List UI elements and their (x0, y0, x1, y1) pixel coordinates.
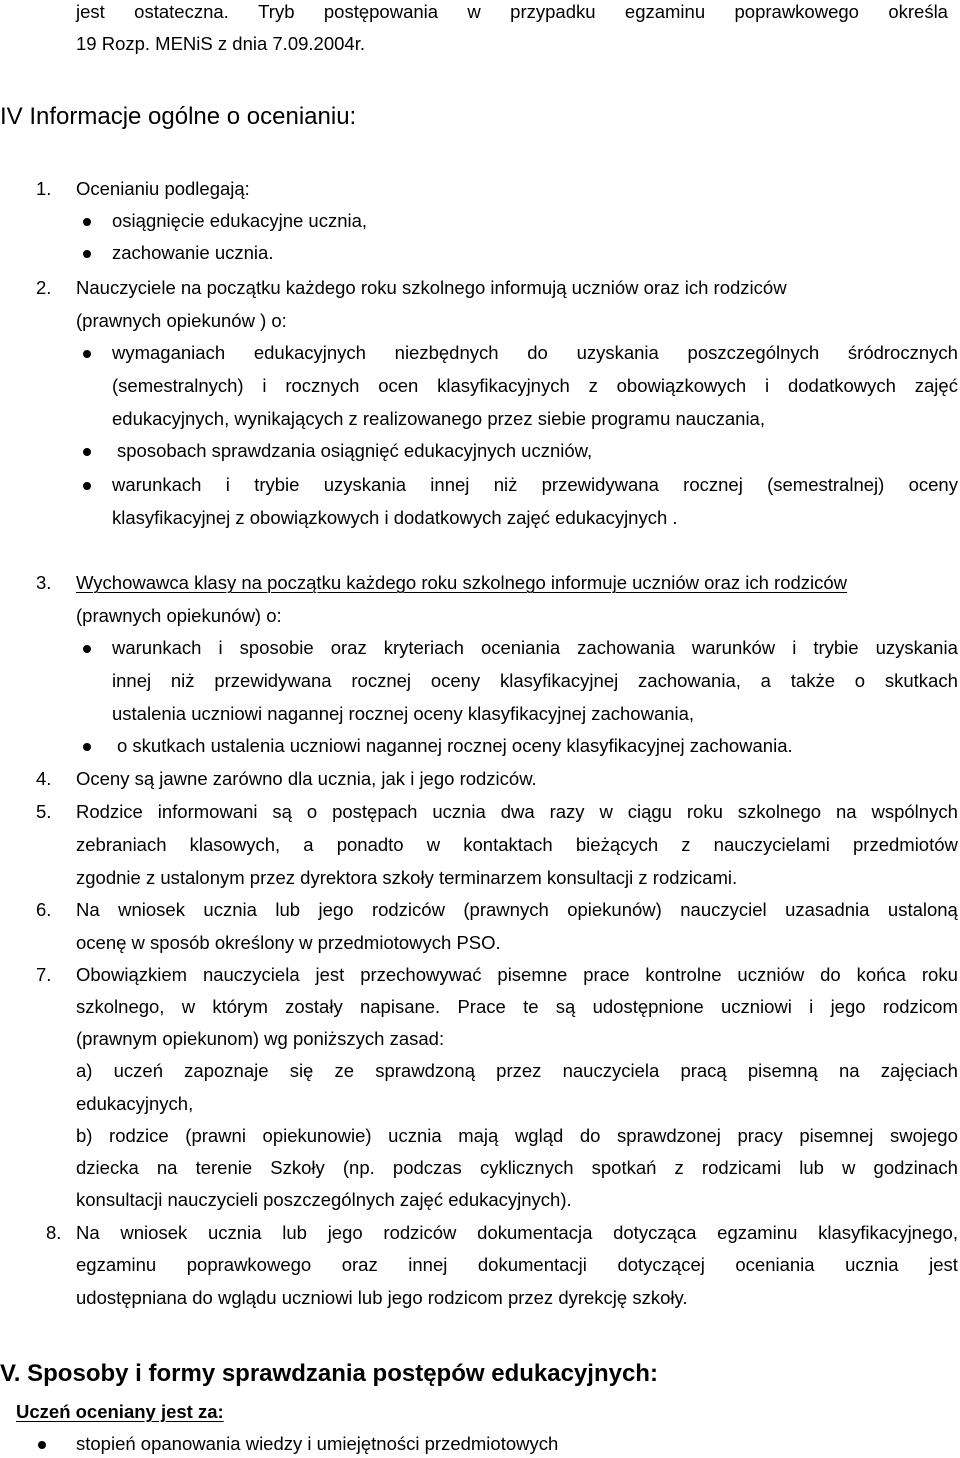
list-item-text: egzaminu poprawkowego oraz innej dokumentacji dotyczącej oceniania ucznia jest (76, 1254, 958, 1275)
list-item-text: (prawnych opiekunów) o: (76, 605, 282, 626)
bullet-text: sposobach sprawdzania osiągnięć edukacyjnych uczniów, (117, 440, 593, 461)
bullet-icon (83, 743, 91, 751)
bullet-icon (83, 482, 91, 490)
bullet-text: osiągnięcie edukacyjne ucznia, (112, 210, 368, 231)
list-item-text: Wychowawca klasy na początku każdego roku szkolnego informuje uczniów oraz ich rodziców (76, 572, 848, 593)
section-heading: V. Sposoby i formy sprawdzania postępów edukacyjnych: (0, 1360, 658, 1387)
bullet-text: innej niż przewidywana rocznej oceny klasyfikacyjnej zachowania, a także o skutkach (112, 670, 958, 691)
list-number: 4. (36, 768, 52, 789)
bullet-icon (83, 218, 91, 226)
bullet-text: o skutkach ustalenia uczniowi nagannej rocznej oceny klasyfikacyjnej zachowania. (117, 735, 793, 756)
bullet-text: edukacyjnych, wynikających z realizowanego przez siebie programu nauczania, (112, 408, 765, 429)
list-item-text: a) uczeń zapoznaje się ze sprawdzoną przez nauczyciela pracą pisemną na zajęciach (76, 1060, 958, 1081)
list-number: 5. (36, 801, 52, 822)
list-item-text: (prawnych opiekunów ) o: (76, 310, 287, 331)
bullet-text: zachowanie ucznia. (112, 242, 274, 263)
bullet-icon (83, 448, 91, 456)
list-item-text: Nauczyciele na początku każdego roku szkolnego informują uczniów oraz ich rodziców (76, 277, 787, 298)
intro-line: 19 Rozp. MENiS z dnia 7.09.2004r. (76, 33, 365, 54)
list-item-text: Na wniosek ucznia lub jego rodziców dokumentacja dotycząca egzaminu klasyfikacyjnego, (76, 1222, 958, 1243)
list-item-text: Oceny są jawne zarówno dla ucznia, jak i jego rodziców. (76, 768, 537, 789)
list-number: 1. (36, 178, 52, 199)
list-item-text: Obowiązkiem nauczyciela jest przechowywać pisemne prace kontrolne uczniów do końca roku (76, 964, 958, 985)
list-item-text: konsultacji nauczycieli poszczególnych zajęć edukacyjnych). (76, 1189, 572, 1210)
bullet-text: warunkach i sposobie oraz kryteriach oceniania zachowania warunków i trybie uzyskania (112, 637, 958, 658)
list-number: 2. (36, 277, 52, 298)
list-number: 6. (36, 899, 52, 920)
bullet-text: klasyfikacyjnej z obowiązkowych i dodatkowych zajęć edukacyjnych . (112, 507, 678, 528)
list-number: 7. (36, 964, 52, 985)
bullet-icon (83, 250, 91, 258)
bullet-text: ustalenia uczniowi nagannej rocznej oceny klasyfikacyjnej zachowania, (112, 703, 695, 724)
list-item-text: zgodnie z ustalonym przez dyrektora szkoły terminarzem konsultacji z rodzicami. (76, 867, 738, 888)
bullet-icon (83, 350, 91, 358)
bullet-text: stopień opanowania wiedzy i umiejętności przedmiotowych (76, 1433, 559, 1454)
bullet-icon (38, 1441, 46, 1449)
list-number: 8. (46, 1222, 62, 1243)
list-item-text: szkolnego, w którym zostały napisane. Prace te są udostępnione uczniowi i jego rodzicom (76, 996, 958, 1017)
list-item-text: edukacyjnych, (76, 1093, 194, 1114)
list-item-text: zebraniach klasowych, a ponadto w kontaktach bieżących z nauczycielami przedmiotów (76, 834, 958, 855)
list-item-text: Ocenianiu podlegają: (76, 178, 250, 199)
subheading: Uczeń oceniany jest za: (16, 1401, 224, 1422)
intro-line: jest ostateczna. Tryb postępowania w przypadku egzaminu poprawkowego określa (76, 1, 948, 22)
section-heading: IV Informacje ogólne o ocenianiu: (0, 103, 357, 130)
list-item-text: Na wniosek ucznia lub jego rodziców (prawnych opiekunów) nauczyciel uzasadnia ustaloną (76, 899, 958, 920)
bullet-icon (83, 645, 91, 653)
list-item-text: b) rodzice (prawni opiekunowie) ucznia mają wgląd do sprawdzonej pracy pisemnej swojego (76, 1125, 958, 1146)
bullet-text: warunkach i trybie uzyskania innej niż przewidywana rocznej (semestralnej) oceny (112, 474, 958, 495)
list-item-text: udostępniana do wglądu uczniowi lub jego rodzicom przez dyrekcję szkoły. (76, 1287, 688, 1308)
list-item-text: dziecka na terenie Szkoły (np. podczas cyklicznych spotkań z rodzicami lub w godzinach (76, 1157, 958, 1178)
list-item-text: (prawnym opiekunom) wg poniższych zasad: (76, 1028, 445, 1049)
list-number: 3. (36, 572, 52, 593)
bullet-text: wymaganiach edukacyjnych niezbędnych do uzyskania poszczególnych śródrocznych (112, 342, 958, 363)
bullet-text: (semestralnych) i rocznych ocen klasyfikacyjnych z obowiązkowych i dodatkowych zajęć (112, 375, 958, 396)
list-item-text: ocenę w sposób określony w przedmiotowych PSO. (76, 932, 501, 953)
list-item-text: Rodzice informowani są o postępach ucznia dwa razy w ciągu roku szkolnego na wspólnych (76, 801, 958, 822)
